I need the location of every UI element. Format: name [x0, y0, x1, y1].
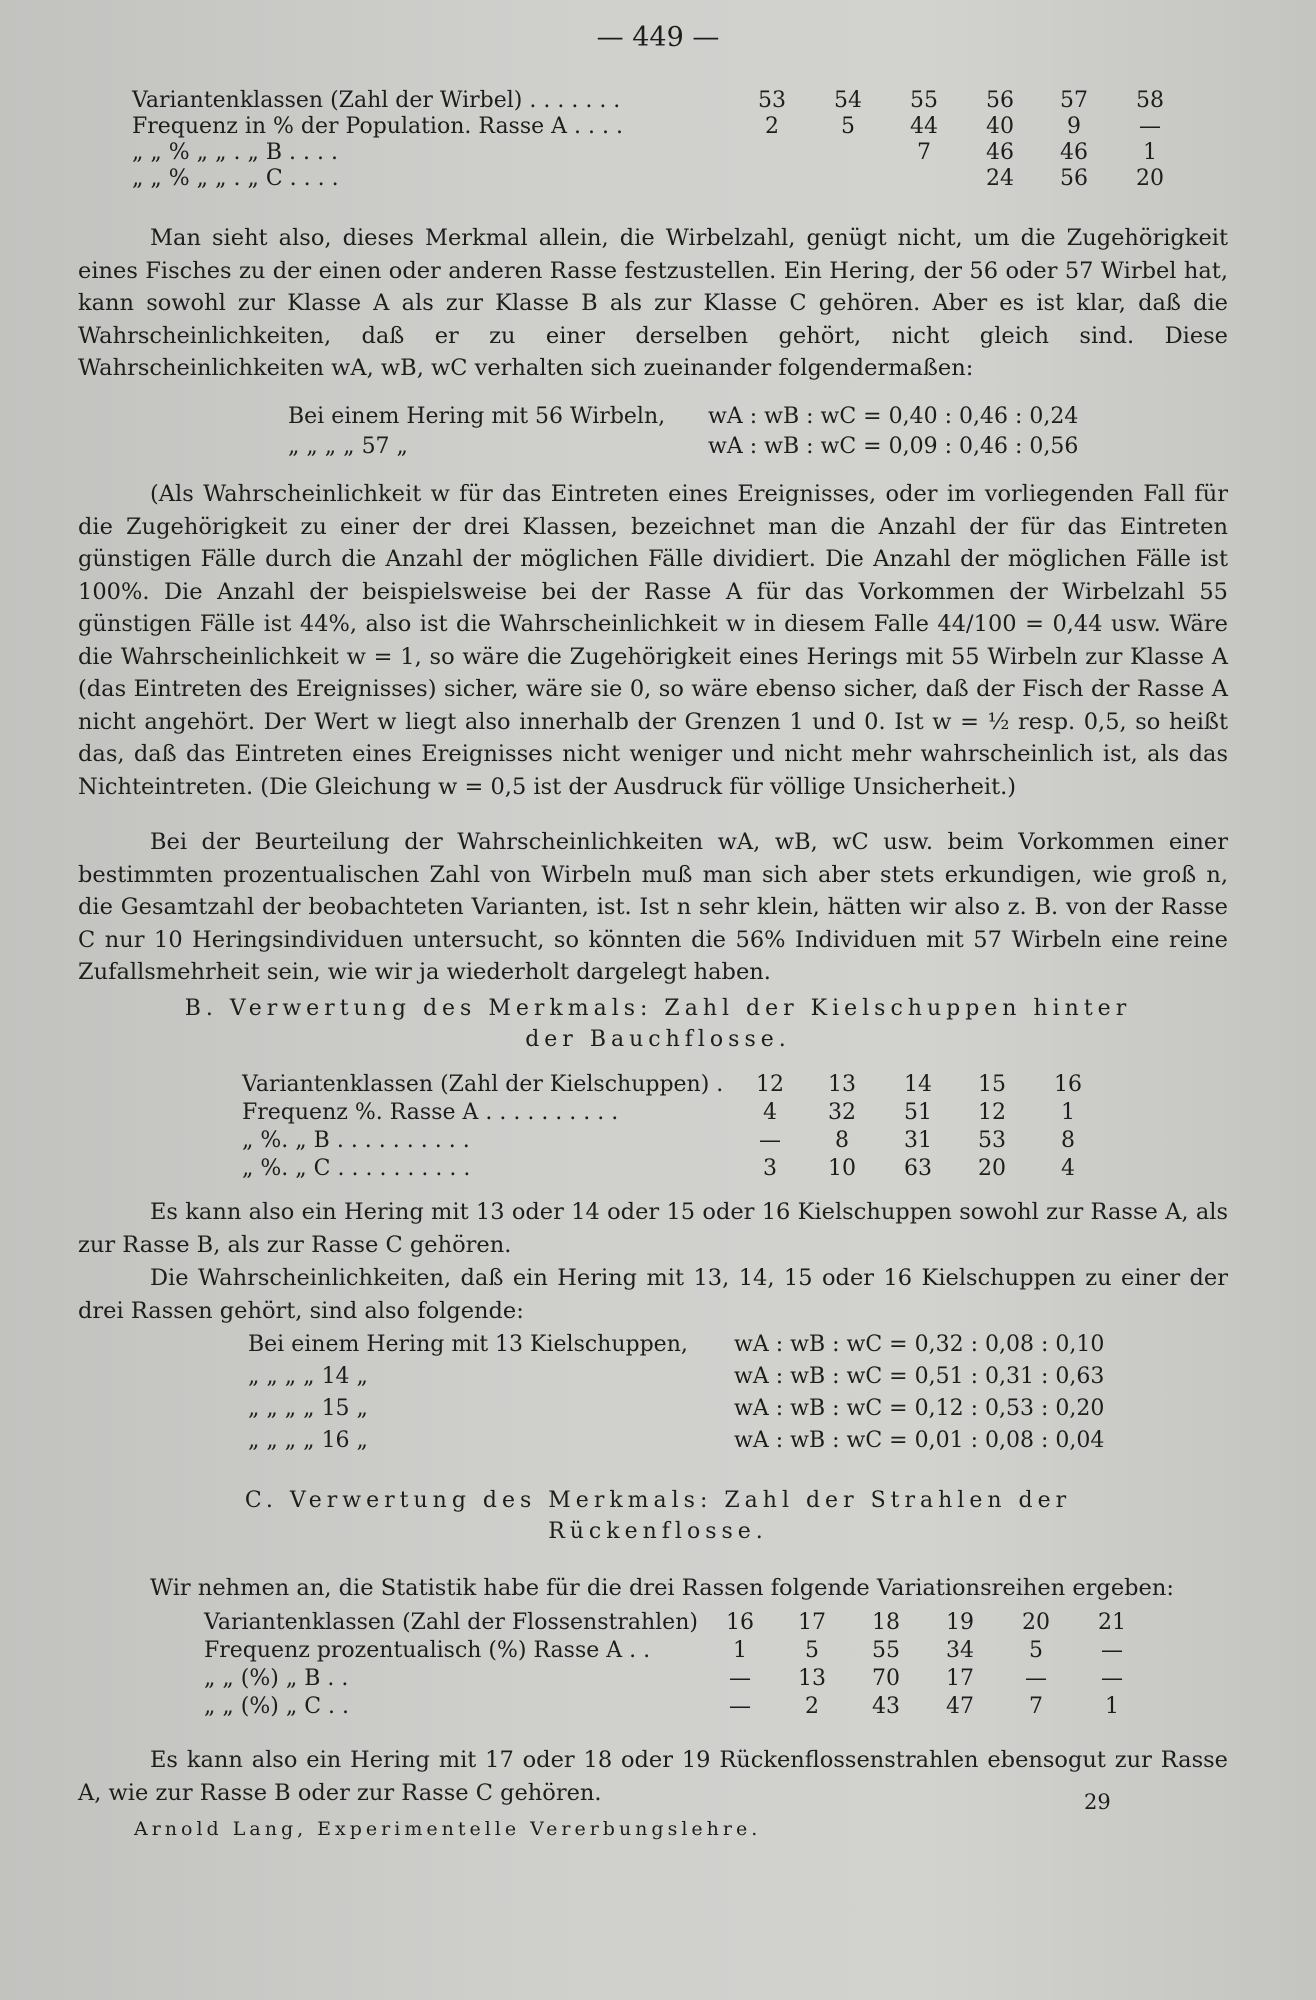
- fin-table-cell: 55: [872, 1638, 900, 1663]
- fin-table-cell: 47: [946, 1694, 974, 1719]
- fin-table-row-label: „ „ (%) „ B . .: [204, 1666, 349, 1691]
- fin-table-row-label: Variantenklassen (Zahl der Flossenstrahlen): [204, 1610, 698, 1635]
- vertebrae-table-cell: 56: [986, 88, 1014, 113]
- section-c-line1: C. Verwertung des Merkmals: Zahl der Strahlen der: [244, 1488, 1072, 1513]
- fin-table-cell: 13: [798, 1666, 826, 1691]
- keel-table-cell: 1: [1061, 1100, 1075, 1125]
- fin-table-cell: 17: [798, 1610, 826, 1635]
- keel-table-cell: 4: [763, 1100, 777, 1125]
- fin-table-cell: 17: [946, 1666, 974, 1691]
- fin-table-cell: 2: [805, 1694, 819, 1719]
- section-b-line2: der Bauchflosse.: [525, 1027, 791, 1052]
- vertebrae-table-cell: 56: [1060, 166, 1088, 191]
- fin-table-cell: 1: [733, 1638, 747, 1663]
- page-number: — 449 —: [596, 22, 720, 53]
- signature-number: 29: [1084, 1790, 1111, 1814]
- vertebrae-table-cell: 54: [834, 88, 862, 113]
- vertebrae-table-cell: 46: [1060, 140, 1088, 165]
- ratio-keel-label: „ „ „ „ 15 „: [248, 1396, 368, 1421]
- vertebrae-table-cell: 40: [986, 114, 1014, 139]
- ratio-vertebrae-formula: wA : wB : wC = 0,09 : 0,46 : 0,56: [708, 434, 1079, 459]
- keel-table-cell: 63: [904, 1156, 932, 1181]
- vertebrae-table-cell: 2: [765, 114, 779, 139]
- ratio-keel-formula: wA : wB : wC = 0,51 : 0,31 : 0,63: [734, 1364, 1105, 1389]
- fin-table-row-label: Frequenz prozentualisch (%) Rasse A . .: [204, 1638, 651, 1663]
- vertebrae-table-cell: 24: [986, 166, 1014, 191]
- keel-table-cell: 20: [978, 1156, 1006, 1181]
- vertebrae-table-cell: 20: [1136, 166, 1164, 191]
- footer-line: Arnold Lang, Experimentelle Vererbungslehre.: [134, 1818, 762, 1840]
- vertebrae-table-cell: 55: [910, 88, 938, 113]
- keel-table-cell: 12: [978, 1100, 1006, 1125]
- fin-table-cell: 70: [872, 1666, 900, 1691]
- keel-table-cell: 31: [904, 1128, 932, 1153]
- fin-table-cell: 18: [872, 1610, 900, 1635]
- paragraph-3: Bei der Beurteilung der Wahrscheinlichkeiten wA, wB, wC usw. beim Vorkommen einer bestimmten prozentualischen Zahl von Wirbeln muß man sich aber stets erkundigen, wie groß n, die Gesamtzahl der beobachteten Varianten, ist. Ist n sehr klein, hätten wir also z. B. von der Rasse C nur 10 Heringsindividuen untersucht, so könnten die 56% Individuen mit 57 Wirbeln eine reine Zufallsmehrheit sein, wie wir ja wiederholt dargelegt haben.: [78, 829, 1228, 985]
- vertebrae-table-cell: 46: [986, 140, 1014, 165]
- ratio-keel-label: „ „ „ „ 14 „: [248, 1364, 368, 1389]
- paragraph-5: Die Wahrscheinlichkeiten, daß ein Hering mit 13, 14, 15 oder 16 Kielschuppen zu einer der drei Rassen gehört, sind also folgende:: [78, 1265, 1228, 1324]
- keel-table-cell: 32: [828, 1100, 856, 1125]
- vertebrae-table-cell: 1: [1143, 140, 1157, 165]
- keel-table-row-label: „ %. „ C . . . . . . . . . .: [242, 1156, 471, 1181]
- vertebrae-table-cell: 58: [1136, 88, 1164, 113]
- fin-table-cell: —: [729, 1694, 751, 1719]
- section-c-heading: [0, 1488, 1316, 1544]
- section-c-line2: Rückenflosse.: [548, 1519, 768, 1544]
- fin-table-cell: 7: [1029, 1694, 1043, 1719]
- section-b-line1: B. Verwertung des Merkmals: Zahl der Kielschuppen hinter: [184, 996, 1132, 1021]
- keel-table-cell: 3: [763, 1156, 777, 1181]
- fin-table-cell: 43: [872, 1694, 900, 1719]
- fin-table-cell: —: [729, 1666, 751, 1691]
- keel-table-cell: 15: [978, 1072, 1006, 1097]
- vertebrae-table-cell: 7: [917, 140, 931, 165]
- paragraph-1: Man sieht also, dieses Merkmal allein, die Wirbelzahl, genügt nicht, um die Zugehörigkeit eines Fisches zu der einen oder anderen Rasse festzustellen. Ein Hering, der 56 oder 57 Wirbel hat, kann sowohl zur Klasse A als zur Klasse B als zur Klasse C gehören. Aber es ist klar, daß die Wahrscheinlichkeiten, daß er zu einer derselben gehört, nicht gleich sind. Diese Wahrscheinlichkeiten wA, wB, wC verhalten sich zueinander folgendermaßen:: [78, 225, 1228, 381]
- ratio-keel-label: Bei einem Hering mit 13 Kielschuppen,: [248, 1332, 688, 1357]
- keel-table-row-label: Frequenz %. Rasse A . . . . . . . . . .: [242, 1100, 619, 1125]
- ratio-vertebrae-formula: wA : wB : wC = 0,40 : 0,46 : 0,24: [708, 404, 1079, 429]
- vertebrae-table-cell: 9: [1067, 114, 1081, 139]
- fin-table-cell: —: [1101, 1666, 1123, 1691]
- keel-table-cell: 53: [978, 1128, 1006, 1153]
- fin-table-cell: —: [1025, 1666, 1047, 1691]
- fin-table-cell: 16: [726, 1610, 754, 1635]
- fin-table-cell: 1: [1105, 1694, 1119, 1719]
- keel-table-row-label: „ %. „ B . . . . . . . . . .: [242, 1128, 470, 1153]
- ratio-keel-formula: wA : wB : wC = 0,12 : 0,53 : 0,20: [734, 1396, 1105, 1421]
- keel-table-cell: 8: [1061, 1128, 1075, 1153]
- keel-table-cell: 4: [1061, 1156, 1075, 1181]
- fin-table-cell: 19: [946, 1610, 974, 1635]
- fin-table-cell: 5: [1029, 1638, 1043, 1663]
- keel-table-cell: 14: [904, 1072, 932, 1097]
- ratio-keel-formula: wA : wB : wC = 0,01 : 0,08 : 0,04: [734, 1428, 1105, 1453]
- ratio-vertebrae-label: Bei einem Hering mit 56 Wirbeln,: [288, 404, 666, 429]
- keel-table-cell: 51: [904, 1100, 932, 1125]
- vertebrae-table-cell: 57: [1060, 88, 1088, 113]
- keel-table-cell: 10: [828, 1156, 856, 1181]
- vertebrae-table-cell: 53: [758, 88, 786, 113]
- paragraph-7: Es kann also ein Hering mit 17 oder 18 oder 19 Rückenflossenstrahlen ebensogut zur Rasse A, wie zur Rasse B oder zur Rasse C gehören.: [78, 1747, 1228, 1806]
- vertebrae-table-row-label: Frequenz in % der Population. Rasse A . . . .: [132, 114, 623, 139]
- keel-table-row-label: Variantenklassen (Zahl der Kielschuppen) .: [242, 1072, 724, 1097]
- keel-table-cell: 12: [756, 1072, 784, 1097]
- section-b-heading: [0, 996, 1316, 1052]
- keel-table-cell: 13: [828, 1072, 856, 1097]
- paragraph-6: Wir nehmen an, die Statistik habe für die drei Rassen folgende Variationsreihen ergeben:: [150, 1575, 1174, 1601]
- keel-table-cell: 8: [835, 1128, 849, 1153]
- ratio-keel-label: „ „ „ „ 16 „: [248, 1428, 368, 1453]
- vertebrae-table-row-label: „ „ % „ „ . „ B . . . .: [132, 140, 338, 165]
- vertebrae-table-row-label: „ „ % „ „ . „ C . . . .: [132, 166, 339, 191]
- vertebrae-table-cell: —: [1139, 114, 1161, 139]
- fin-table-cell: 20: [1022, 1610, 1050, 1635]
- fin-table-cell: 5: [805, 1638, 819, 1663]
- ratio-keel-formula: wA : wB : wC = 0,32 : 0,08 : 0,10: [734, 1332, 1105, 1357]
- vertebrae-table-row-label: Variantenklassen (Zahl der Wirbel) . . . . . . .: [132, 88, 621, 113]
- fin-table-row-label: „ „ (%) „ C . .: [204, 1694, 350, 1719]
- keel-table-cell: —: [759, 1128, 781, 1153]
- vertebrae-table-cell: 44: [910, 114, 938, 139]
- keel-table-cell: 16: [1054, 1072, 1082, 1097]
- fin-table-cell: —: [1101, 1638, 1123, 1663]
- ratio-vertebrae-label: „ „ „ „ 57 „: [288, 434, 408, 459]
- paragraph-2: (Als Wahrscheinlichkeit w für das Eintreten eines Ereignisses, oder im vorliegenden Fall für die Zugehörigkeit zu einer der drei Klassen, bezeichnet man die Anzahl der für das Eintreten günstigen Fälle durch die Anzahl der möglichen Fälle dividiert. Die Anzahl der möglichen Fälle ist 100%. Die Anzahl der beispielsweise bei der Rasse A für das Vorkommen der Wirbelzahl 55 günstigen Fälle ist 44%, also ist die Wahrscheinlichkeit w in diesem Falle 44/100 = 0,44 usw. Wäre die Wahrscheinlichkeit w = 1, so wäre die Zugehörigkeit eines Herings mit 55 Wirbeln zur Klasse A (das Eintreten des Ereignisses) sicher, wäre sie 0, so wäre ebenso sicher, daß der Fisch der Rasse A nicht angehört. Der Wert w liegt also innerhalb der Grenzen 1 und 0. Ist w = ½ resp. 0,5, so heißt das, daß das Eintreten eines Ereignisses nicht weniger und nicht mehr wahrscheinlich ist, als das Nichteintreten. (Die Gleichung w = 0,5 ist der Ausdruck für völlige Unsicherheit.): [78, 481, 1228, 800]
- paragraph-4: Es kann also ein Hering mit 13 oder 14 oder 15 oder 16 Kielschuppen sowohl zur Rasse A, als zur Rasse B, als zur Rasse C gehören.: [78, 1199, 1228, 1258]
- fin-table-cell: 34: [946, 1638, 974, 1663]
- fin-table-cell: 21: [1098, 1610, 1126, 1635]
- vertebrae-table-cell: 5: [841, 114, 855, 139]
